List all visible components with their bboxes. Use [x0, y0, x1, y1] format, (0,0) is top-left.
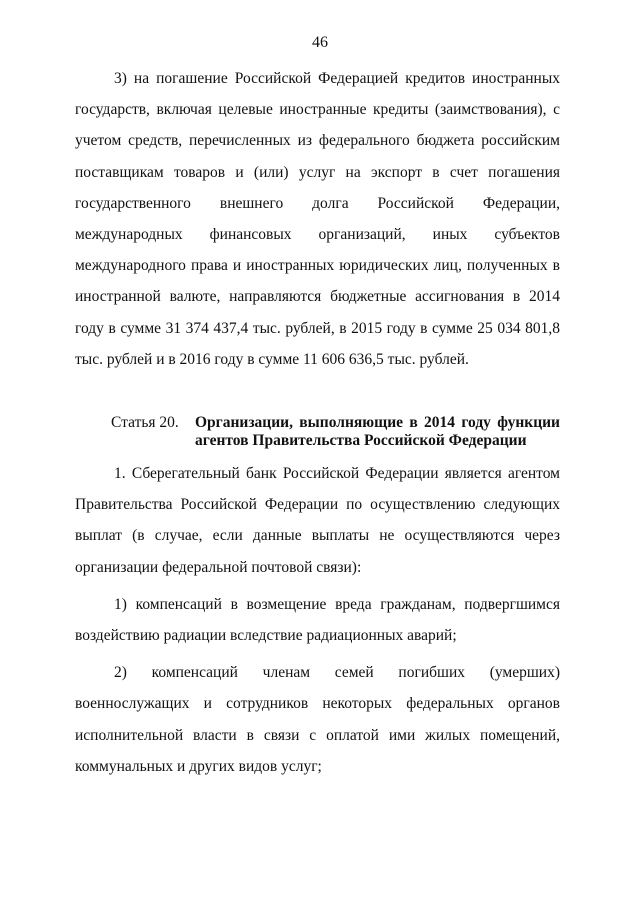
- article-label: Статья 20.: [111, 414, 179, 431]
- article-title: Организации, выполняющие в 2014 году функции агентов Правительства Российской Федерации: [195, 414, 560, 449]
- text-block-top: [75, 63, 560, 375]
- text-block-bottom: [75, 458, 560, 782]
- paragraph-sberbank-agent: 1. Сберегательный банк Российской Федерации является агентом Правительства Российской Федерации по осуществлению следующих выплат (в случае, если данные выплаты не осуществляются через организации федеральной почтовой связи):: [75, 465, 560, 576]
- page-number: 46: [312, 34, 328, 51]
- paragraph-item-3-repayment: 3) на погашение Российской Федерацией кредитов иностранных государств, включая целевые иностранные кредиты (заимствования), с учетом средств, перечисленных из федерального бюджета российским поставщикам товаров и (или) услуг на экспорт в счет погашения государственного внешнего долга Российской Федерации, международных финансовых организаций, иных субъектов международного права и иностранных юридических лиц, полученных в иностранной валюте, направляются бюджетные ассигнования в 2014 году в сумме 31 374 437,4 тыс. рублей, в 2015 году в сумме 25 034 801,8 тыс. рублей и в 2016 году в сумме 11 606 636,5 тыс. рублей.: [75, 70, 560, 368]
- paragraph-item-1-radiation: 1) компенсаций в возмещение вреда гражданам, подвергшимся воздействию радиации вследствие радиационных аварий;: [75, 595, 560, 645]
- paragraph-item-2-families: 2) компенсаций членам семей погибших (умерших) военнослужащих и сотрудников некоторых федеральных органов исполнительной власти в связи с оплатой ими жилых помещений, коммунальных и других видов услуг;: [75, 664, 560, 775]
